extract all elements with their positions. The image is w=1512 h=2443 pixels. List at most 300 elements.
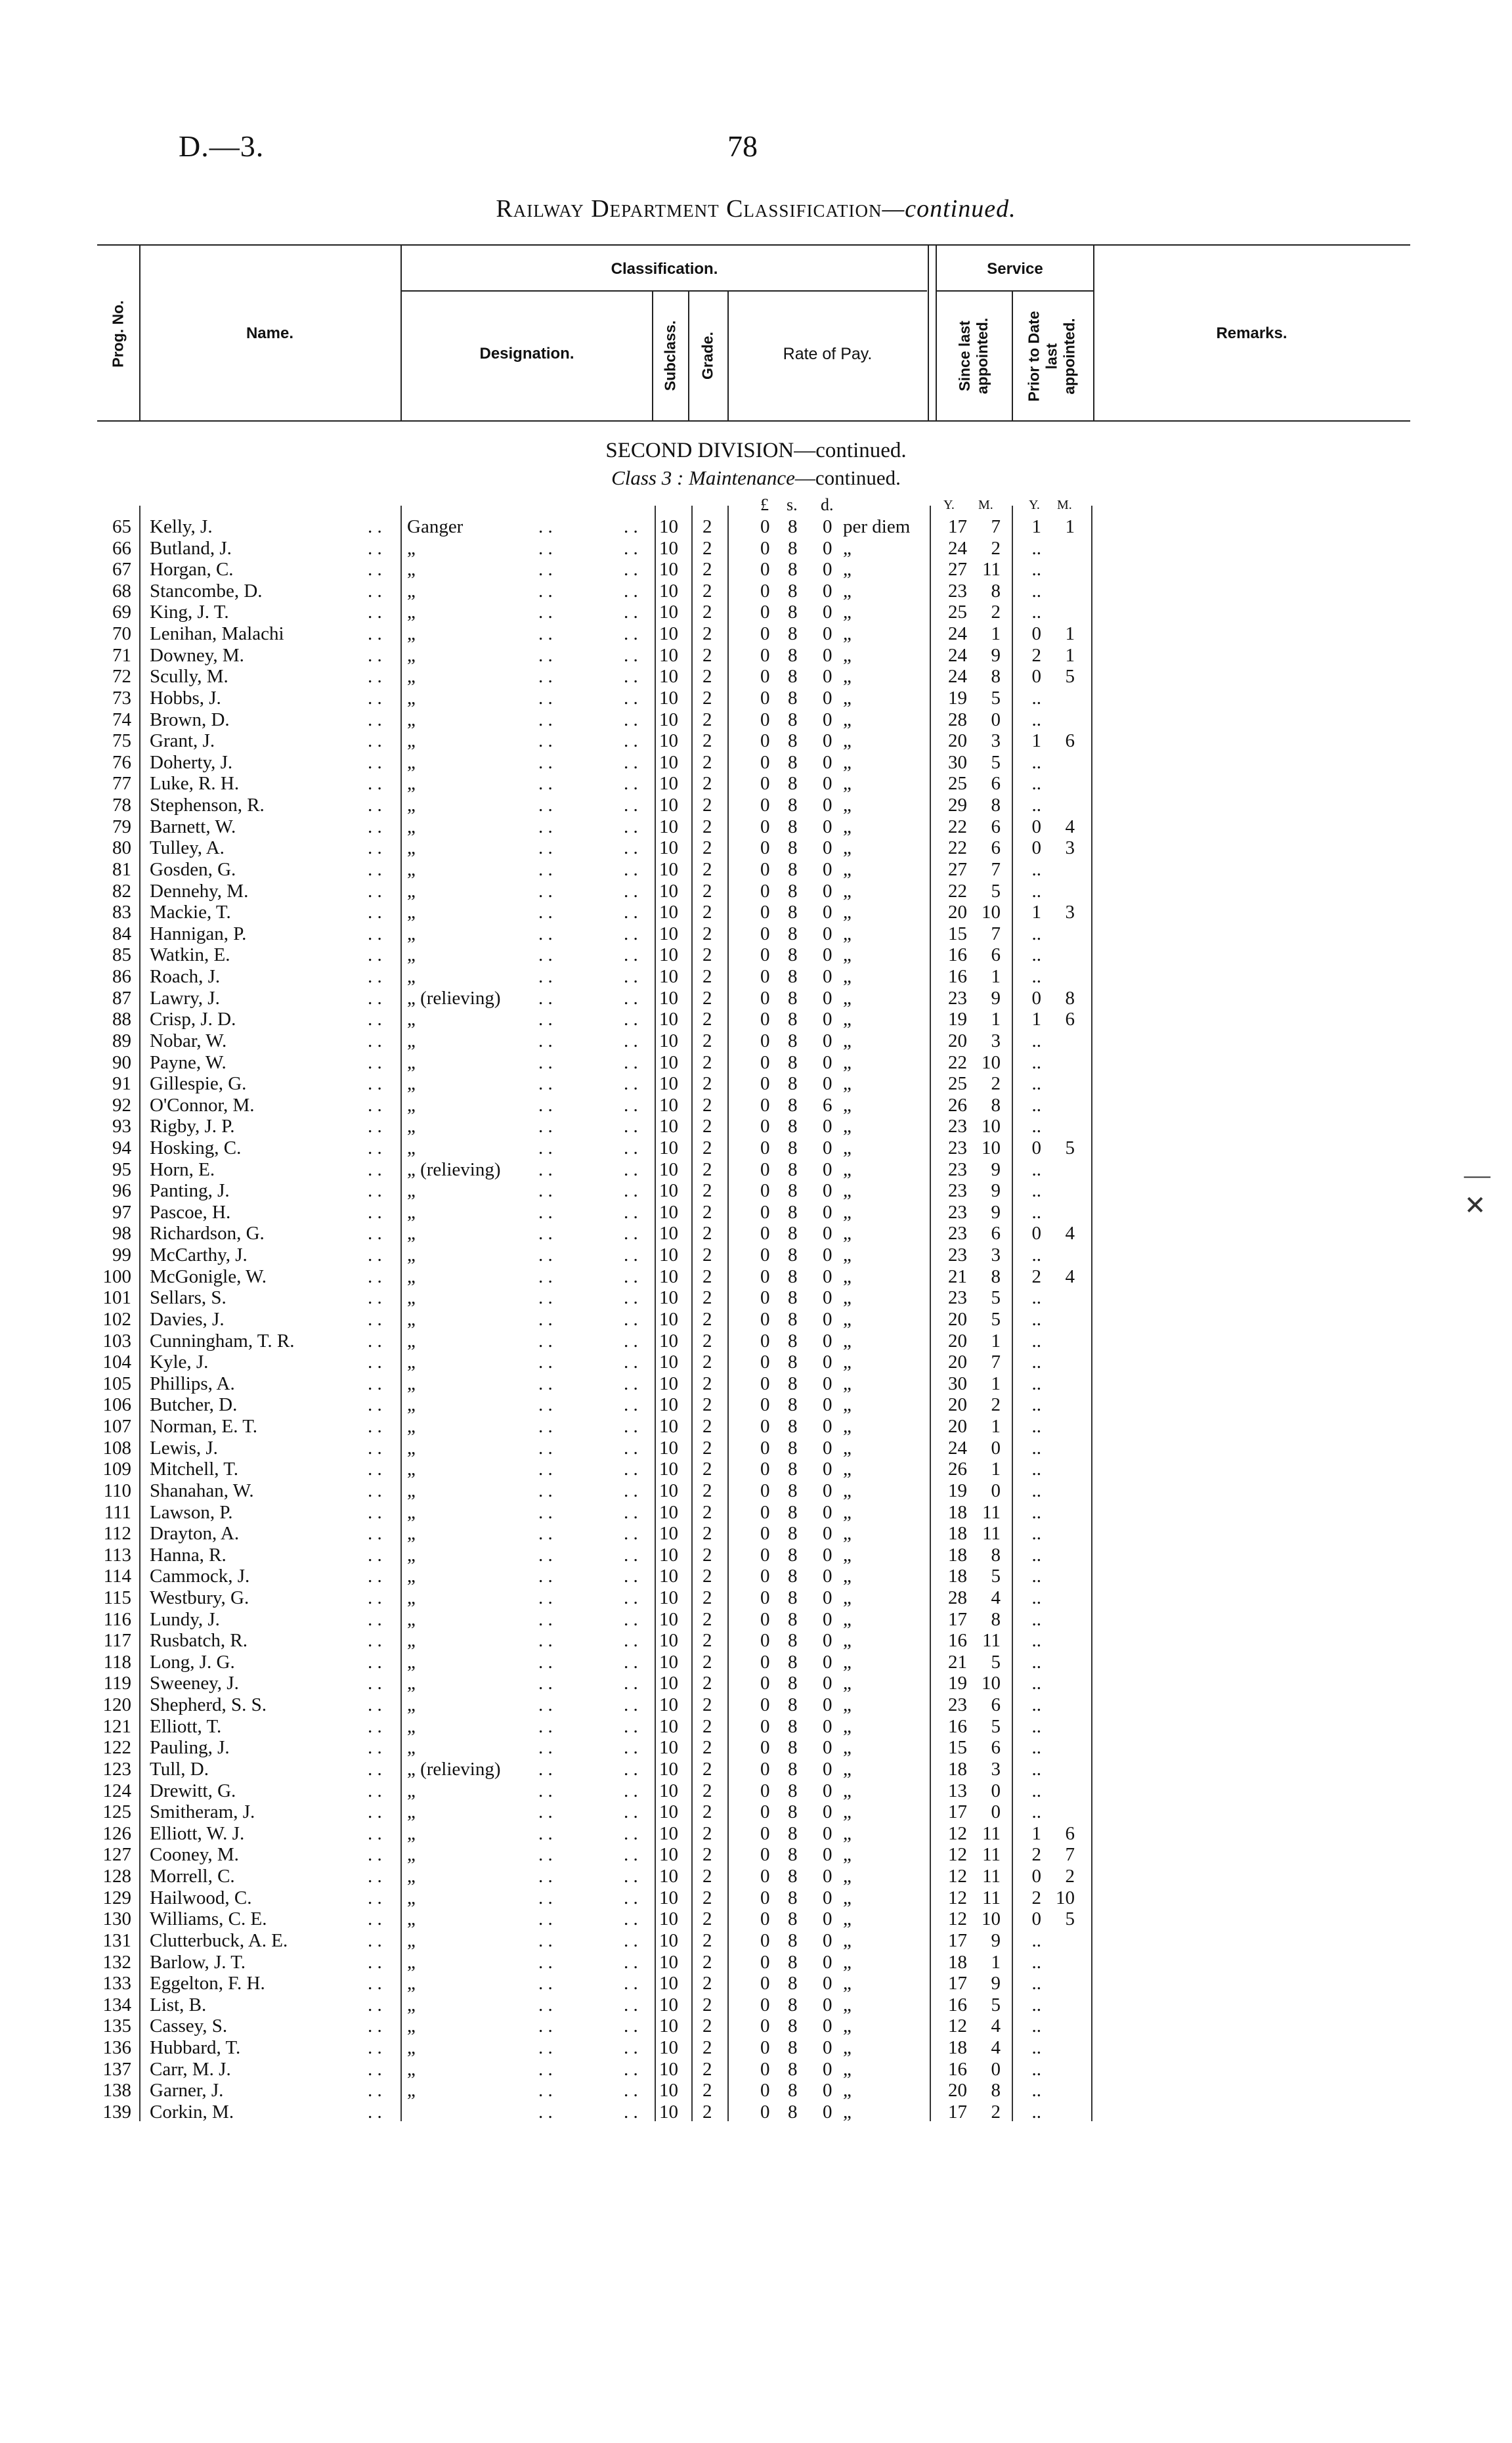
pay-shillings: 8 bbox=[788, 1887, 798, 1908]
leader-dots-2: . . bbox=[538, 2058, 553, 2080]
pay-pence: 0 bbox=[823, 1158, 832, 1180]
employee-name: Elliott, W. J. bbox=[150, 1822, 245, 1844]
designation: „ bbox=[407, 1180, 416, 1202]
pay-period: „ bbox=[843, 1501, 852, 1523]
prog-no: 72 bbox=[112, 666, 131, 688]
pay-pence: 0 bbox=[823, 687, 832, 709]
prior-years: 2 bbox=[1031, 1844, 1041, 1866]
class-name: Maintenance bbox=[689, 466, 795, 489]
since-years: 19 bbox=[948, 1009, 967, 1030]
table-row bbox=[0, 645, 1512, 667]
prior-months: 10 bbox=[1056, 1887, 1075, 1908]
employee-name: Sellars, S. bbox=[150, 1287, 227, 1309]
pay-period: „ bbox=[843, 1437, 852, 1459]
unit-since-m: M. bbox=[978, 498, 993, 512]
leader-dots-1: . . bbox=[368, 1929, 382, 1951]
pay-shillings: 8 bbox=[788, 1373, 798, 1394]
since-last-line2: appointed. bbox=[974, 317, 991, 395]
leader-dots-3: . . bbox=[624, 1180, 638, 1202]
grade: 2 bbox=[702, 1951, 712, 1973]
leader-dots-1: . . bbox=[368, 1715, 382, 1737]
leader-dots-1: . . bbox=[368, 858, 382, 880]
pay-pence: 0 bbox=[823, 1737, 832, 1759]
pay-pounds: 0 bbox=[760, 1201, 770, 1223]
subclass: 10 bbox=[659, 751, 678, 773]
table-row bbox=[0, 752, 1512, 774]
grade: 2 bbox=[702, 944, 712, 966]
leader-dots-3: . . bbox=[624, 1587, 638, 1608]
pay-shillings: 8 bbox=[788, 580, 798, 602]
designation: „ bbox=[407, 1051, 416, 1073]
since-years: 16 bbox=[948, 966, 967, 988]
table-row bbox=[0, 1973, 1512, 1994]
table-row bbox=[0, 816, 1512, 838]
pay-period: „ bbox=[843, 1587, 852, 1608]
since-months: 7 bbox=[991, 858, 1001, 880]
subclass: 10 bbox=[659, 537, 678, 559]
subclass: 10 bbox=[659, 2037, 678, 2059]
prog-no: 103 bbox=[102, 1330, 131, 1352]
pay-shillings: 8 bbox=[788, 1758, 798, 1780]
employee-name: Pauling, J. bbox=[150, 1737, 230, 1759]
subclass: 10 bbox=[659, 1030, 678, 1051]
employee-name: Luke, R. H. bbox=[150, 773, 240, 795]
leader-dots-2: . . bbox=[538, 580, 553, 602]
pay-pounds: 0 bbox=[760, 1694, 770, 1716]
pay-period: „ bbox=[843, 1308, 852, 1330]
header-since-last bbox=[956, 307, 991, 405]
pay-pounds: 0 bbox=[760, 1651, 770, 1673]
leader-dots-3: . . bbox=[624, 1523, 638, 1545]
pay-pence: 0 bbox=[823, 923, 832, 944]
leader-dots-1: . . bbox=[368, 1030, 382, 1051]
since-months: 11 bbox=[982, 559, 1001, 581]
pay-period: „ bbox=[843, 795, 852, 816]
prog-no: 119 bbox=[103, 1673, 131, 1694]
leader-dots-1: . . bbox=[368, 602, 382, 623]
grade: 2 bbox=[702, 1866, 712, 1887]
prog-no: 120 bbox=[102, 1694, 131, 1716]
employee-name: Shanahan, W. bbox=[150, 1480, 254, 1501]
leader-dots-3: . . bbox=[624, 944, 638, 966]
since-years: 22 bbox=[948, 816, 967, 837]
employee-name: Carr, M. J. bbox=[150, 2058, 231, 2080]
employee-name: Downey, M. bbox=[150, 644, 244, 666]
prog-no: 94 bbox=[112, 1137, 131, 1158]
employee-name: List, B. bbox=[150, 1994, 207, 2015]
since-years: 20 bbox=[948, 730, 967, 752]
employee-name: Garner, J. bbox=[150, 2080, 224, 2102]
prior-months: 3 bbox=[1065, 902, 1075, 923]
pay-period: „ bbox=[843, 1180, 852, 1202]
leader-dots-2: . . bbox=[538, 1523, 553, 1545]
table-row bbox=[0, 1030, 1512, 1052]
pay-period: „ bbox=[843, 1266, 852, 1287]
designation: „ bbox=[407, 602, 416, 623]
leader-dots-3: . . bbox=[624, 1330, 638, 1352]
pay-pounds: 0 bbox=[760, 1866, 770, 1887]
subclass: 10 bbox=[659, 1866, 678, 1887]
leader-dots-1: . . bbox=[368, 730, 382, 752]
leader-dots-3: . . bbox=[624, 1266, 638, 1287]
designation: „ bbox=[407, 580, 416, 602]
leader-dots-2: . . bbox=[538, 1715, 553, 1737]
pay-pence: 0 bbox=[823, 858, 832, 880]
pay-period: „ bbox=[843, 773, 852, 795]
pay-pence: 0 bbox=[823, 1352, 832, 1373]
prior-years: .. bbox=[1031, 773, 1041, 795]
since-months: 9 bbox=[991, 1180, 1001, 1202]
since-years: 17 bbox=[948, 1608, 967, 1630]
pay-period: „ bbox=[843, 751, 852, 773]
table-row bbox=[0, 2102, 1512, 2123]
designation: „ bbox=[407, 1116, 416, 1137]
leader-dots-2: . . bbox=[538, 1673, 553, 1694]
prior-years: .. bbox=[1031, 1651, 1041, 1673]
prior-months: 5 bbox=[1065, 1908, 1075, 1930]
leader-dots-3: . . bbox=[624, 730, 638, 752]
since-years: 20 bbox=[948, 902, 967, 923]
employee-name: Elliott, T. bbox=[150, 1715, 222, 1737]
employee-name: McGonigle, W. bbox=[150, 1266, 267, 1287]
prog-no: 139 bbox=[102, 2101, 131, 2123]
leader-dots-3: . . bbox=[624, 816, 638, 837]
class-prefix: Class 3 : bbox=[611, 466, 684, 489]
table-row bbox=[0, 1116, 1512, 1137]
pay-pence: 0 bbox=[823, 1758, 832, 1780]
since-years: 20 bbox=[948, 1394, 967, 1416]
pay-pounds: 0 bbox=[760, 1116, 770, 1137]
since-years: 26 bbox=[948, 1094, 967, 1116]
since-months: 11 bbox=[982, 1822, 1001, 1844]
table-row bbox=[0, 1052, 1512, 1074]
prog-no: 125 bbox=[102, 1801, 131, 1823]
grade: 2 bbox=[702, 1480, 712, 1501]
pay-period: „ bbox=[843, 2058, 852, 2080]
pay-pence: 0 bbox=[823, 2058, 832, 2080]
pay-period: „ bbox=[843, 559, 852, 581]
since-months: 1 bbox=[991, 1416, 1001, 1438]
prior-years: .. bbox=[1031, 709, 1041, 730]
prog-no: 78 bbox=[112, 795, 131, 816]
designation: „ bbox=[407, 1459, 416, 1480]
leader-dots-3: . . bbox=[624, 1137, 638, 1158]
leader-dots-1: . . bbox=[368, 1373, 382, 1394]
since-months: 1 bbox=[991, 966, 1001, 988]
leader-dots-1: . . bbox=[368, 2080, 382, 2102]
pay-pounds: 0 bbox=[760, 1844, 770, 1866]
since-years: 23 bbox=[948, 1694, 967, 1716]
table-row bbox=[0, 1630, 1512, 1652]
table-row bbox=[0, 1394, 1512, 1416]
prog-no: 66 bbox=[112, 537, 131, 559]
pay-pounds: 0 bbox=[760, 1352, 770, 1373]
table-row bbox=[0, 709, 1512, 731]
prior-years: .. bbox=[1031, 2037, 1041, 2059]
pay-pounds: 0 bbox=[760, 1051, 770, 1073]
pay-pounds: 0 bbox=[760, 902, 770, 923]
leader-dots-2: . . bbox=[538, 751, 553, 773]
leader-dots-1: . . bbox=[368, 1223, 382, 1244]
prior-years: .. bbox=[1031, 1801, 1041, 1823]
classification-rule bbox=[402, 290, 927, 292]
pay-pounds: 0 bbox=[760, 987, 770, 1009]
prog-no: 136 bbox=[102, 2037, 131, 2059]
since-months: 1 bbox=[991, 1459, 1001, 1480]
pay-period: „ bbox=[843, 987, 852, 1009]
employee-name: Cassey, S. bbox=[150, 2015, 228, 2037]
leader-dots-2: . . bbox=[538, 1223, 553, 1244]
table-row bbox=[0, 1009, 1512, 1030]
pay-pounds: 0 bbox=[760, 1801, 770, 1823]
designation: „ bbox=[407, 1223, 416, 1244]
since-months: 0 bbox=[991, 1780, 1001, 1801]
since-years: 23 bbox=[948, 1158, 967, 1180]
pay-period: „ bbox=[843, 730, 852, 752]
leader-dots-3: . . bbox=[624, 987, 638, 1009]
grade: 2 bbox=[702, 1137, 712, 1158]
grade: 2 bbox=[702, 1908, 712, 1930]
leader-dots-2: . . bbox=[538, 1094, 553, 1116]
since-months: 3 bbox=[991, 730, 1001, 752]
unit-since-y: Y. bbox=[943, 498, 955, 512]
leader-dots-1: . . bbox=[368, 623, 382, 645]
since-years: 28 bbox=[948, 709, 967, 730]
leader-dots-2: . . bbox=[538, 1737, 553, 1759]
since-months: 11 bbox=[982, 1501, 1001, 1523]
since-years: 19 bbox=[948, 1480, 967, 1501]
prior-years: 0 bbox=[1031, 666, 1041, 688]
grade: 2 bbox=[702, 1973, 712, 1994]
subclass: 10 bbox=[659, 559, 678, 581]
grade: 2 bbox=[702, 902, 712, 923]
pay-shillings: 8 bbox=[788, 537, 798, 559]
designation: „ bbox=[407, 644, 416, 666]
designation: „ bbox=[407, 1030, 416, 1051]
leader-dots-1: . . bbox=[368, 1973, 382, 1994]
class-suffix: —continued. bbox=[794, 466, 901, 489]
pay-period: „ bbox=[843, 1352, 852, 1373]
subclass: 10 bbox=[659, 1908, 678, 1930]
pay-shillings: 8 bbox=[788, 1051, 798, 1073]
prior-months: 5 bbox=[1065, 1137, 1075, 1158]
prog-no: 98 bbox=[112, 1223, 131, 1244]
employee-name: Horgan, C. bbox=[150, 559, 234, 581]
leader-dots-3: . . bbox=[624, 1780, 638, 1801]
leader-dots-3: . . bbox=[624, 1929, 638, 1951]
leader-dots-1: . . bbox=[368, 751, 382, 773]
leader-dots-1: . . bbox=[368, 1352, 382, 1373]
pay-pence: 0 bbox=[823, 1223, 832, 1244]
since-years: 21 bbox=[948, 1266, 967, 1287]
table-row bbox=[0, 538, 1512, 560]
pay-pence: 0 bbox=[823, 1715, 832, 1737]
pay-pence: 0 bbox=[823, 1073, 832, 1095]
prog-no: 68 bbox=[112, 580, 131, 602]
pay-pence: 0 bbox=[823, 2080, 832, 2102]
pay-pounds: 0 bbox=[760, 2015, 770, 2037]
leader-dots-3: . . bbox=[624, 1822, 638, 1844]
designation: „ bbox=[407, 1587, 416, 1608]
prior-years: .. bbox=[1031, 1201, 1041, 1223]
pay-period: „ bbox=[843, 602, 852, 623]
leader-dots-2: . . bbox=[538, 1394, 553, 1416]
pay-pence: 0 bbox=[823, 1330, 832, 1352]
leader-dots-3: . . bbox=[624, 1394, 638, 1416]
grade: 2 bbox=[702, 1801, 712, 1823]
leader-dots-2: . . bbox=[538, 1630, 553, 1652]
leader-dots-1: . . bbox=[368, 666, 382, 688]
since-years: 23 bbox=[948, 1137, 967, 1158]
prior-years: .. bbox=[1031, 944, 1041, 966]
since-years: 20 bbox=[948, 1308, 967, 1330]
prog-no: 112 bbox=[103, 1523, 131, 1545]
leader-dots-2: . . bbox=[538, 2037, 553, 2059]
grade: 2 bbox=[702, 1201, 712, 1223]
grade: 2 bbox=[702, 1158, 712, 1180]
pay-period: „ bbox=[843, 580, 852, 602]
leader-dots-3: . . bbox=[624, 559, 638, 581]
designation: „ (relieving) bbox=[407, 987, 501, 1009]
leader-dots-3: . . bbox=[624, 1866, 638, 1887]
pay-pence: 0 bbox=[823, 1480, 832, 1501]
since-years: 20 bbox=[948, 1416, 967, 1438]
since-years: 24 bbox=[948, 623, 967, 645]
header-prior-to-date bbox=[1026, 307, 1079, 406]
since-years: 18 bbox=[948, 1566, 967, 1587]
prior-years: 2 bbox=[1031, 1266, 1041, 1287]
since-years: 29 bbox=[948, 795, 967, 816]
pay-pence: 0 bbox=[823, 795, 832, 816]
leader-dots-3: . . bbox=[624, 1737, 638, 1759]
pay-period: „ bbox=[843, 1994, 852, 2015]
leader-dots-3: . . bbox=[624, 1094, 638, 1116]
table-row bbox=[0, 1652, 1512, 1673]
employee-name: Hailwood, C. bbox=[150, 1887, 252, 1908]
prog-no: 138 bbox=[102, 2080, 131, 2102]
grade: 2 bbox=[702, 1608, 712, 1630]
table-row bbox=[0, 1801, 1512, 1823]
leader-dots-2: . . bbox=[538, 1416, 553, 1438]
designation: „ bbox=[407, 1308, 416, 1330]
since-months: 8 bbox=[991, 795, 1001, 816]
designation: „ bbox=[407, 1009, 416, 1030]
since-years: 24 bbox=[948, 644, 967, 666]
subclass: 10 bbox=[659, 1287, 678, 1309]
prior-years: 0 bbox=[1031, 1866, 1041, 1887]
leader-dots-1: . . bbox=[368, 537, 382, 559]
header-classification: Classification. bbox=[611, 260, 718, 278]
since-years: 30 bbox=[948, 1373, 967, 1394]
leader-dots-2: . . bbox=[538, 516, 553, 537]
table-row bbox=[0, 623, 1512, 645]
prog-no: 117 bbox=[103, 1630, 131, 1652]
prog-no: 118 bbox=[103, 1651, 131, 1673]
leader-dots-2: . . bbox=[538, 644, 553, 666]
designation: „ bbox=[407, 1287, 416, 1309]
since-months: 1 bbox=[991, 623, 1001, 645]
since-months: 0 bbox=[991, 709, 1001, 730]
prog-no: 116 bbox=[103, 1608, 131, 1630]
pay-shillings: 8 bbox=[788, 1566, 798, 1587]
leader-dots-2: . . bbox=[538, 1651, 553, 1673]
employee-name: Stephenson, R. bbox=[150, 795, 265, 816]
leader-dots-3: . . bbox=[624, 858, 638, 880]
leader-dots-1: . . bbox=[368, 1694, 382, 1716]
leader-dots-2: . . bbox=[538, 923, 553, 944]
leader-dots-3: . . bbox=[624, 1651, 638, 1673]
header-subclass: Subclass. bbox=[661, 320, 679, 391]
leader-dots-2: . . bbox=[538, 1887, 553, 1908]
leader-dots-3: . . bbox=[624, 1566, 638, 1587]
pay-period: „ bbox=[843, 1973, 852, 1994]
pay-pounds: 0 bbox=[760, 1287, 770, 1309]
prior-months: 1 bbox=[1065, 644, 1075, 666]
prior-months: 3 bbox=[1065, 837, 1075, 859]
pay-period: „ bbox=[843, 944, 852, 966]
table-row bbox=[0, 1587, 1512, 1609]
since-months: 5 bbox=[991, 1308, 1001, 1330]
pay-pence: 0 bbox=[823, 1116, 832, 1137]
since-months: 4 bbox=[991, 2015, 1001, 2037]
prior-years: .. bbox=[1031, 1416, 1041, 1438]
since-years: 16 bbox=[948, 2058, 967, 2080]
leader-dots-3: . . bbox=[624, 966, 638, 988]
grade: 2 bbox=[702, 559, 712, 581]
leader-dots-3: . . bbox=[624, 1844, 638, 1866]
pay-pounds: 0 bbox=[760, 1223, 770, 1244]
since-months: 3 bbox=[991, 1244, 1001, 1266]
pay-period: „ bbox=[843, 1780, 852, 1801]
leader-dots-2: . . bbox=[538, 987, 553, 1009]
pay-period: „ bbox=[843, 644, 852, 666]
prog-no: 101 bbox=[102, 1287, 131, 1309]
pay-pounds: 0 bbox=[760, 923, 770, 944]
pay-period: „ bbox=[843, 1929, 852, 1951]
prog-no: 109 bbox=[102, 1459, 131, 1480]
table-row bbox=[0, 902, 1512, 923]
leader-dots-1: . . bbox=[368, 2037, 382, 2059]
since-months: 10 bbox=[982, 1137, 1001, 1158]
employee-name: O'Connor, M. bbox=[150, 1094, 255, 1116]
subclass: 10 bbox=[659, 1587, 678, 1608]
prog-no: 71 bbox=[112, 644, 131, 666]
header-prog-no: Prog. No. bbox=[109, 300, 127, 368]
table-row bbox=[0, 730, 1512, 752]
table-row bbox=[0, 1095, 1512, 1116]
employee-name: Hannigan, P. bbox=[150, 923, 247, 944]
pay-shillings: 8 bbox=[788, 1459, 798, 1480]
grade: 2 bbox=[702, 730, 712, 752]
grade: 2 bbox=[702, 1715, 712, 1737]
header-vline-3 bbox=[652, 290, 653, 422]
pay-pounds: 0 bbox=[760, 1523, 770, 1545]
since-months: 8 bbox=[991, 1094, 1001, 1116]
prior-years: .. bbox=[1031, 2101, 1041, 2123]
pay-shillings: 8 bbox=[788, 1223, 798, 1244]
leader-dots-1: . . bbox=[368, 1480, 382, 1501]
subclass: 10 bbox=[659, 1994, 678, 2015]
leader-dots-1: . . bbox=[368, 773, 382, 795]
leader-dots-2: . . bbox=[538, 1180, 553, 1202]
leader-dots-3: . . bbox=[624, 666, 638, 688]
prior-years: .. bbox=[1031, 1973, 1041, 1994]
leader-dots-1: . . bbox=[368, 2101, 382, 2123]
pay-pounds: 0 bbox=[760, 537, 770, 559]
prog-no: 130 bbox=[102, 1908, 131, 1930]
leader-dots-1: . . bbox=[368, 2015, 382, 2037]
leader-dots-1: . . bbox=[368, 1394, 382, 1416]
